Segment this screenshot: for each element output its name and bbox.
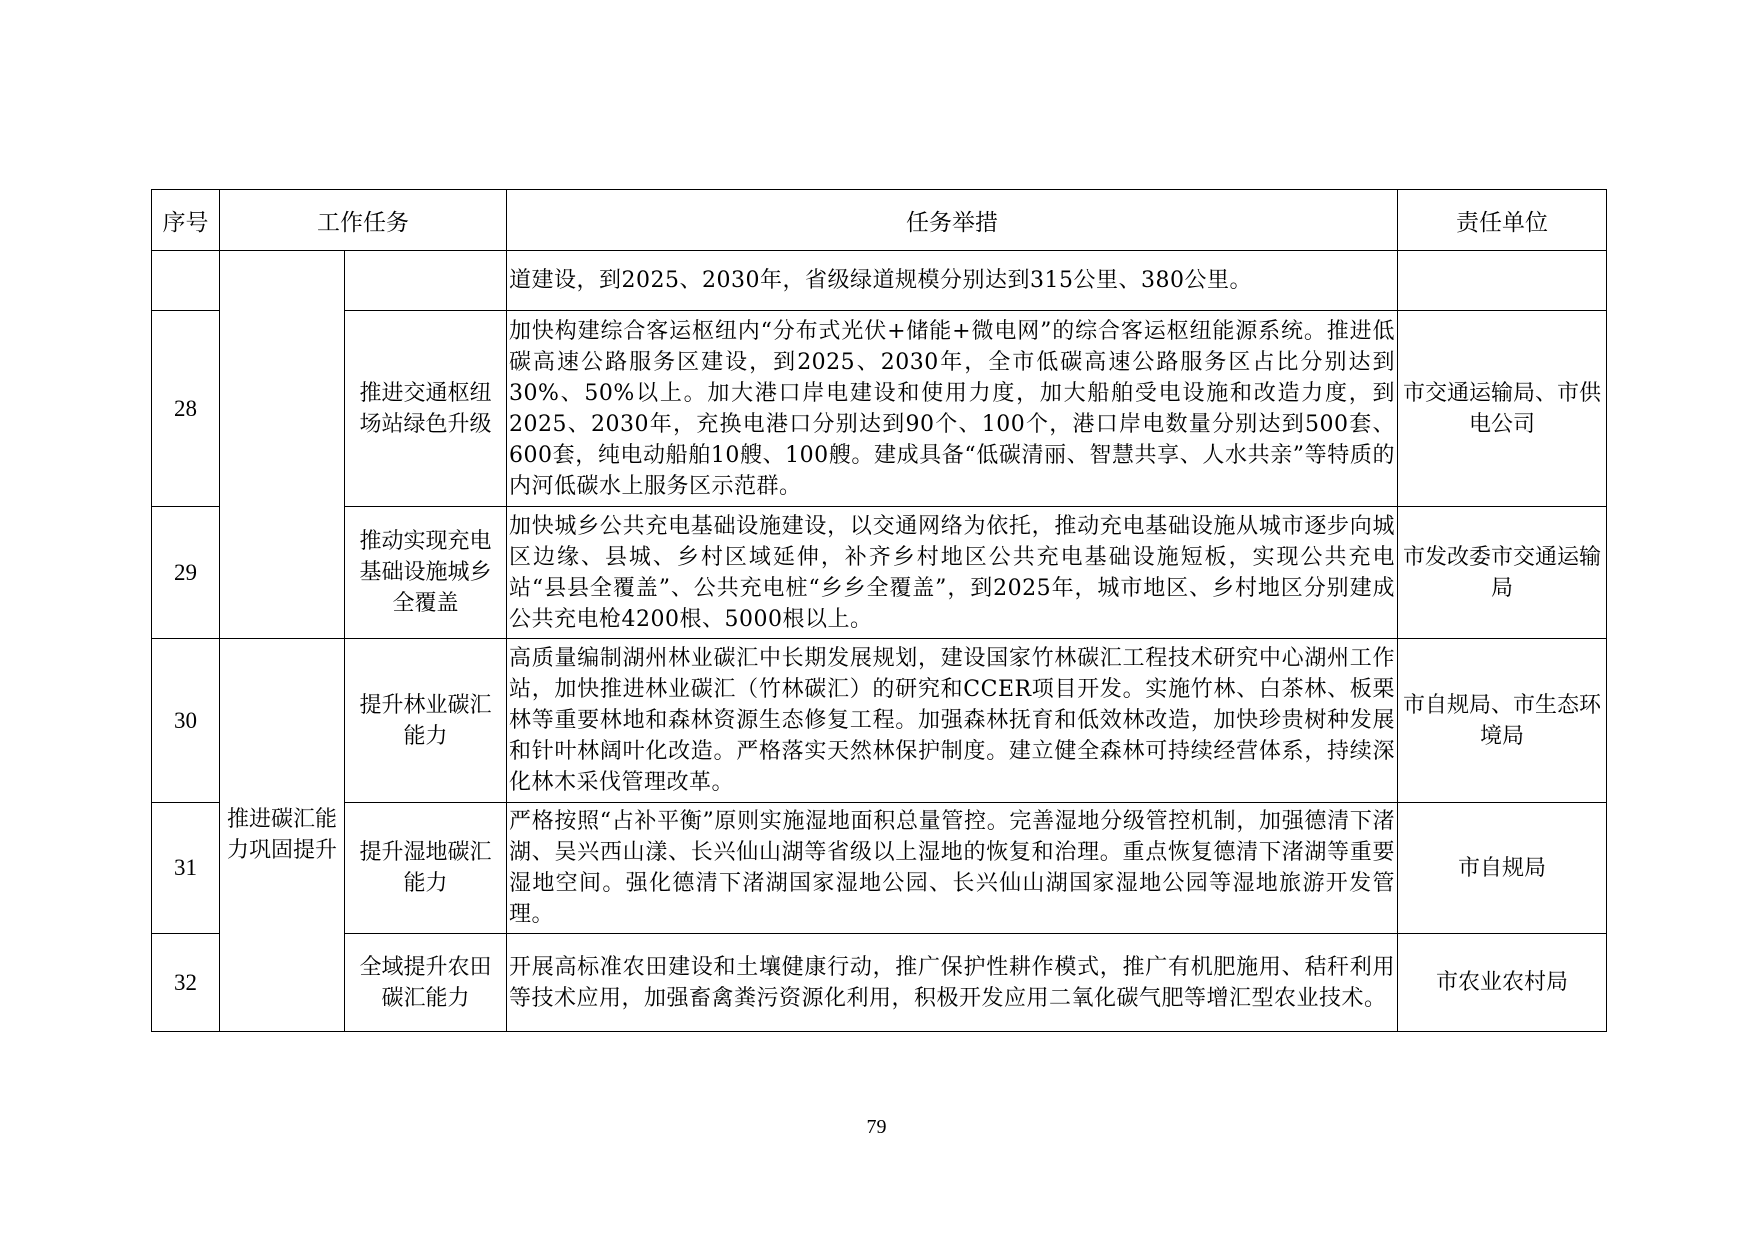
subtask-cell: 提升林业碳汇能力	[345, 639, 507, 803]
unit-cell: 市自规局、市生态环境局	[1398, 639, 1607, 803]
seq-cell: 32	[152, 934, 220, 1032]
header-row	[152, 190, 1607, 251]
task-table	[151, 189, 1607, 1032]
seq-cell: 28	[152, 311, 220, 507]
table-row	[152, 639, 1607, 803]
subtask-cell: 提升湿地碳汇能力	[345, 803, 507, 934]
unit-cell: 市农业农村局	[1398, 934, 1607, 1032]
category-cell-continued	[220, 251, 345, 639]
category-cell: 推进碳汇能力巩固提升	[220, 639, 345, 1032]
table-row	[152, 934, 1607, 1032]
header-task: 工作任务	[220, 190, 507, 251]
header-unit: 责任单位	[1398, 190, 1607, 251]
table-row	[152, 507, 1607, 639]
subtask-cell: 推进交通枢纽场站绿色升级	[345, 311, 507, 507]
unit-cell: 市交通运输局、市供电公司	[1398, 311, 1607, 507]
seq-cell: 30	[152, 639, 220, 803]
unit-cell-empty	[1398, 251, 1607, 311]
measure-cell: 严格按照“占补平衡”原则实施湿地面积总量管控。完善湿地分级管控机制，加强德清下渚湖、吴兴西山漾、长兴仙山湖等省级以上湿地的恢复和治理。重点恢复德清下渚湖等重要湿地空间。强化德清下渚湖国家湿地公园、长兴仙山湖国家湿地公园等湿地旅游开发管理。	[507, 803, 1398, 934]
table-row-continuation	[152, 251, 1607, 311]
table-row	[152, 311, 1607, 507]
subtask-cell: 全域提升农田碳汇能力	[345, 934, 507, 1032]
seq-cell-empty	[152, 251, 220, 311]
unit-cell: 市自规局	[1398, 803, 1607, 934]
header-measure: 任务举措	[507, 190, 1398, 251]
measure-cell: 道建设，到2025、2030年，省级绿道规模分别达到315公里、380公里。	[507, 251, 1398, 311]
measure-cell: 加快构建综合客运枢纽内“分布式光伏+储能+微电网”的综合客运枢纽能源系统。推进低碳高速公路服务区建设，到2025、2030年，全市低碳高速公路服务区占比分别达到30%、50%以上。加大港口岸电建设和使用力度，加大船舶受电设施和改造力度，到2025、2030年，充换电港口分别达到90个、100个，港口岸电数量分别达到500套、600套，纯电动船舶10艘、100艘。建成具备“低碳清丽、智慧共享、人水共亲”等特质的内河低碳水上服务区示范群。	[507, 311, 1398, 507]
seq-cell: 29	[152, 507, 220, 639]
table-row	[152, 803, 1607, 934]
measure-cell: 加快城乡公共充电基础设施建设，以交通网络为依托，推动充电基础设施从城市逐步向城区边缘、县城、乡村区域延伸，补齐乡村地区公共充电基础设施短板，实现公共充电站“县县全覆盖”、公共充电桩“乡乡全覆盖”，到2025年，城市地区、乡村地区分别建成公共充电枪4200根、5000根以上。	[507, 507, 1398, 639]
seq-cell: 31	[152, 803, 220, 934]
measure-cell: 开展高标准农田建设和土壤健康行动，推广保护性耕作模式，推广有机肥施用、秸秆利用等技术应用，加强畜禽粪污资源化利用，积极开发应用二氧化碳气肥等增汇型农业技术。	[507, 934, 1398, 1032]
subtask-cell-empty	[345, 251, 507, 311]
subtask-cell: 推动实现充电基础设施城乡全覆盖	[345, 507, 507, 639]
header-seq: 序号	[152, 190, 220, 251]
measure-cell: 高质量编制湖州林业碳汇中长期发展规划，建设国家竹林碳汇工程技术研究中心湖州工作站，加快推进林业碳汇（竹林碳汇）的研究和CCER项目开发。实施竹林、白茶林、板栗林等重要林地和森林资源生态修复工程。加强森林抚育和低效林改造，加快珍贵树种发展和针叶林阔叶化改造。严格落实天然林保护制度。建立健全森林可持续经营体系，持续深化林木采伐管理改革。	[507, 639, 1398, 803]
page-number: 79	[866, 1116, 887, 1138]
unit-cell: 市发改委市交通运输局	[1398, 507, 1607, 639]
